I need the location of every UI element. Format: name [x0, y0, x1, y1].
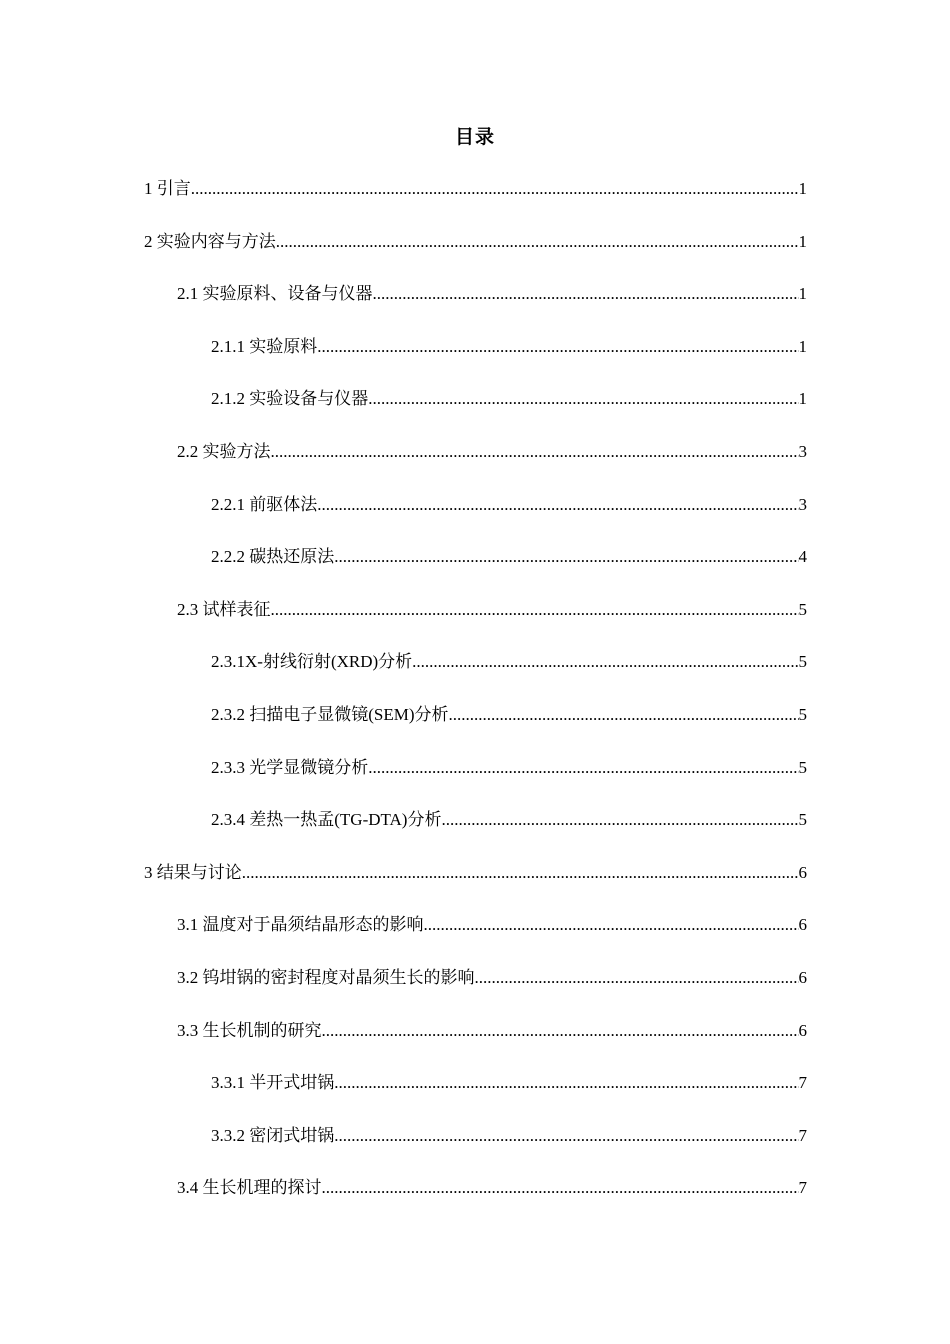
toc-dot-leader — [412, 651, 798, 673]
toc-entry-title: 2.1.1 实验原料 — [211, 336, 318, 356]
toc-page-number: 3 — [798, 494, 807, 514]
toc-entry[interactable] — [0, 914, 950, 967]
toc-entry[interactable] — [0, 283, 950, 336]
toc-page-number: 5 — [798, 652, 807, 672]
toc-page-number: 1 — [798, 336, 807, 356]
toc-entry[interactable] — [0, 757, 950, 810]
toc-entry[interactable] — [0, 704, 950, 757]
toc-entry[interactable] — [0, 1072, 950, 1125]
toc-entry[interactable] — [0, 388, 950, 441]
toc-page-number: 1 — [798, 284, 807, 304]
toc-entry-title: 2.2.2 碳热还原法 — [211, 547, 335, 567]
toc-dot-leader — [276, 231, 799, 253]
toc-entry[interactable] — [0, 494, 950, 547]
toc-dot-leader — [271, 599, 799, 621]
toc-entry-title: 3 结果与讨论 — [144, 862, 242, 882]
toc-entry-title: 3.1 温度对于晶须结晶形态的影响 — [177, 915, 424, 935]
toc-page-number: 6 — [798, 915, 807, 935]
toc-page-number: 5 — [798, 757, 807, 777]
toc-dot-leader — [334, 1072, 798, 1094]
toc-page-number: 1 — [798, 389, 807, 409]
toc-page-number: 5 — [798, 704, 807, 724]
toc-entry[interactable] — [0, 336, 950, 389]
toc-entry-title: 2.2 实验方法 — [177, 441, 271, 461]
toc-entry-title: 1 引言 — [144, 179, 191, 198]
toc-dot-leader — [441, 809, 798, 831]
toc-dot-leader — [322, 1177, 799, 1199]
toc-dot-leader — [317, 494, 798, 516]
toc-entry-title: 2.3.4 差热一热孟(TG-DTA)分析 — [211, 810, 442, 830]
toc-dot-leader — [373, 283, 799, 305]
toc-entry[interactable] — [0, 1020, 950, 1073]
toc-entry-title: 2.2.1 前驱体法 — [211, 494, 318, 514]
toc-page-number: 5 — [798, 810, 807, 830]
toc-entry-title: 2 实验内容与方法 — [144, 231, 276, 251]
toc-dot-leader — [368, 388, 798, 410]
toc-dot-leader — [334, 1125, 798, 1147]
table-of-contents — [0, 178, 950, 1230]
toc-entry[interactable] — [0, 1125, 950, 1178]
toc-dot-leader — [449, 704, 799, 726]
toc-dot-leader — [334, 546, 798, 568]
toc-page-number: 5 — [798, 599, 807, 619]
toc-page-number: 6 — [798, 967, 807, 987]
toc-entry-title: 2.1.2 实验设备与仪器 — [211, 389, 369, 409]
toc-dot-leader — [271, 441, 799, 463]
toc-entry-title: 3.3.2 密闭式坩锅 — [211, 1125, 335, 1145]
toc-page-number: 6 — [798, 862, 807, 882]
toc-page-number: 3 — [798, 441, 807, 461]
toc-page-number: 6 — [798, 1020, 807, 1040]
toc-dot-leader — [242, 862, 799, 884]
toc-entry-title: 2.3.1X-射线衍射(XRD)分析 — [211, 652, 413, 672]
toc-dot-leader — [475, 967, 799, 989]
toc-entry-title: 3.3 生长机制的研究 — [177, 1020, 322, 1040]
toc-dot-leader — [322, 1020, 799, 1042]
toc-page-number: 7 — [798, 1125, 807, 1145]
toc-dot-leader — [424, 914, 799, 936]
toc-entry-title: 2.3 试样表征 — [177, 599, 271, 619]
toc-entry[interactable] — [0, 1177, 950, 1230]
toc-entry[interactable] — [0, 809, 950, 862]
toc-dot-leader — [368, 757, 798, 779]
toc-entry[interactable] — [0, 651, 950, 704]
toc-entry-title: 2.3.2 扫描电子显微镜(SEM)分析 — [211, 704, 449, 724]
toc-entry-title: 2.3.3 光学显微镜分析 — [211, 757, 369, 777]
toc-entry-title: 3.2 钨坩锅的密封程度对晶须生长的影响 — [177, 967, 475, 987]
toc-entry[interactable] — [0, 178, 950, 231]
toc-entry[interactable] — [0, 546, 950, 599]
toc-entry[interactable] — [0, 599, 950, 652]
toc-entry-title: 3.3.1 半开式坩锅 — [211, 1073, 335, 1093]
toc-page-number: 7 — [798, 1178, 807, 1198]
toc-entry-title: 3.4 生长机理的探讨 — [177, 1178, 322, 1198]
toc-dot-leader — [317, 336, 798, 358]
toc-page-number: 1 — [798, 231, 807, 251]
toc-page-number: 7 — [798, 1073, 807, 1093]
toc-title: 目录 — [454, 127, 495, 148]
toc-page-number: 4 — [798, 547, 807, 567]
toc-entry[interactable] — [0, 967, 950, 1020]
toc-entry-title: 2.1 实验原料、设备与仪器 — [177, 284, 373, 304]
toc-entry[interactable] — [0, 231, 950, 284]
toc-entry[interactable] — [0, 441, 950, 494]
toc-dot-leader — [191, 178, 799, 200]
toc-page-number: 1 — [798, 179, 807, 198]
toc-entry[interactable] — [0, 862, 950, 915]
